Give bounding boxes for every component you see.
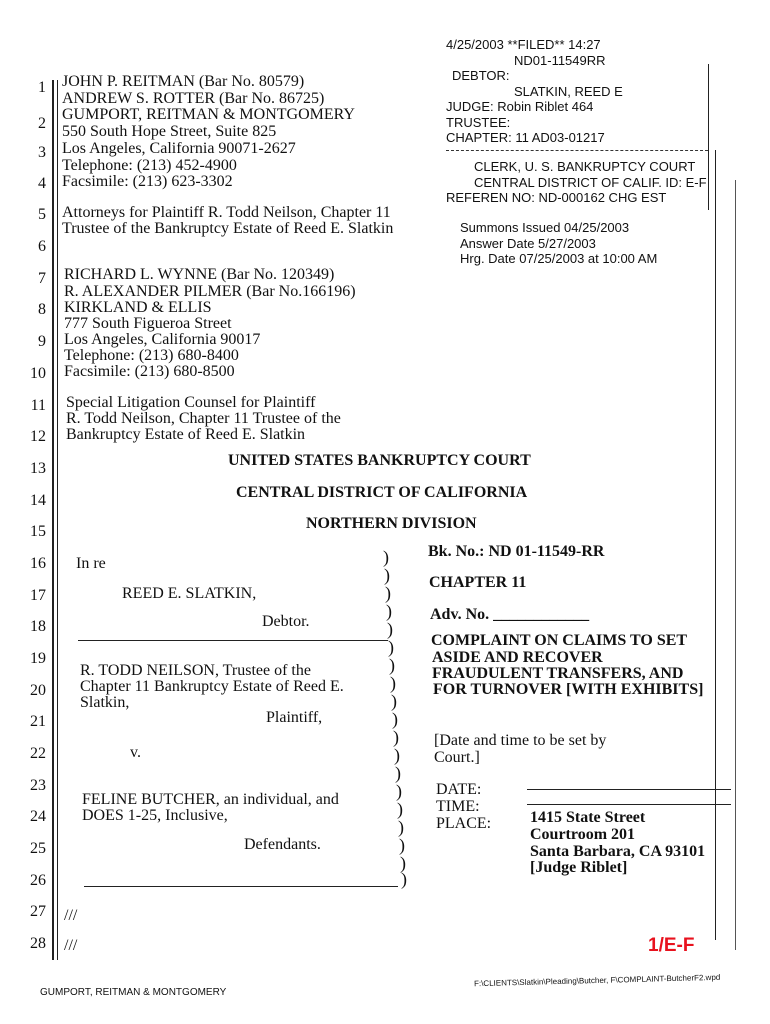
caption-bottom-rule <box>84 886 398 887</box>
stamp-summons: Summons Issued 04/25/2003 <box>460 220 630 235</box>
versus: v. <box>130 744 141 761</box>
right-edge-line <box>735 180 736 950</box>
continuation-mark: /// <box>64 937 78 954</box>
counsel-line: KIRKLAND & ELLIS <box>64 299 212 316</box>
place-label: PLACE: <box>436 815 492 832</box>
line-number: 23 <box>30 777 46 794</box>
footer-firm-name: GUMPORT, REITMAN & MONTGOMERY <box>40 987 227 998</box>
left-margin-rule-inner <box>57 80 58 960</box>
attorneys-for-line: Attorneys for Plaintiff R. Todd Neilson, Chapter 11 <box>62 204 391 221</box>
complaint-title-line: FRAUDULENT TRANSFERS, AND <box>432 665 684 682</box>
line-number: 4 <box>38 175 46 192</box>
attorneys-for-line: Trustee of the Bankruptcy Estate of Reed E. Slatkin <box>62 220 394 237</box>
line-number: 10 <box>30 365 46 382</box>
plaintiff-role: Plaintiff, <box>266 709 323 726</box>
counsel-line: 777 South Figueroa Street <box>64 315 232 332</box>
stamp-hearing: Hrg. Date 07/25/2003 at 10:00 AM <box>460 251 658 266</box>
special-counsel-role: Special Litigation Counsel for Plaintiff <box>66 394 316 411</box>
line-number: 1 <box>38 79 46 96</box>
counsel-line: GUMPORT, REITMAN & MONTGOMERY <box>62 106 355 123</box>
line-number: 13 <box>30 460 46 477</box>
stamp-district: CENTRAL DISTRICT OF CALIF. ID: E-F <box>474 175 707 190</box>
counsel-line: Facsimile: (213) 680-8500 <box>64 363 235 380</box>
court-district: CENTRAL DISTRICT OF CALIFORNIA <box>236 484 528 501</box>
line-number: 22 <box>30 745 46 762</box>
adv-number: Adv. No. ____________ <box>430 606 590 623</box>
counsel-line: JOHN P. REITMAN (Bar No. 80579) <box>62 73 305 90</box>
plaintiff-line: Chapter 11 Bankruptcy Estate of Reed E. <box>80 678 344 695</box>
line-number: 11 <box>30 397 46 414</box>
right-margin-line <box>715 150 716 940</box>
line-number: 15 <box>30 523 46 540</box>
right-margin-line-top <box>708 64 709 210</box>
line-number: 14 <box>30 492 46 509</box>
complaint-title-line: FOR TURNOVER [WITH EXHIBITS] <box>433 681 704 698</box>
line-number: 28 <box>30 935 46 952</box>
plaintiff-line: R. TODD NEILSON, Trustee of the <box>80 662 311 679</box>
line-number: 5 <box>38 206 46 223</box>
line-number: 27 <box>30 903 46 920</box>
line-number: 9 <box>38 333 46 350</box>
date-blank <box>527 789 731 790</box>
stamp-date-time: 4/25/2003 **FILED** 14:27 <box>446 37 601 52</box>
line-number: 16 <box>30 555 46 572</box>
defendant-line: DOES 1-25, Inclusive, <box>82 807 228 824</box>
counsel-line: Facsimile: (213) 623-3302 <box>62 173 233 190</box>
bk-number: Bk. No.: ND 01-11549-RR <box>428 543 605 560</box>
chapter-label: CHAPTER 11 <box>429 574 527 591</box>
defendant-role: Defendants. <box>244 836 321 853</box>
stamp-answer: Answer Date 5/27/2003 <box>460 236 596 251</box>
line-number: 8 <box>38 301 46 318</box>
plaintiff-line: Slatkin, <box>80 694 130 711</box>
line-number: 24 <box>30 808 46 825</box>
caption-divider <box>78 640 388 641</box>
stamp-debtor-label: DEBTOR: <box>452 68 510 83</box>
footer-file-path: F:\CLIENTS\Slatkin\Pleading\Butcher, F\COMPLAINT-ButcherF2.wpd <box>473 972 721 989</box>
stamp-referen: REFEREN NO: ND-000162 CHG EST <box>446 190 667 205</box>
line-number: 2 <box>38 115 46 132</box>
defendant-line: FELINE BUTCHER, an individual, and <box>82 791 339 808</box>
stamp-divider <box>446 150 708 151</box>
line-number: 17 <box>30 587 46 604</box>
counsel-line: ANDREW S. ROTTER (Bar No. 86725) <box>62 90 325 107</box>
counsel-line: Los Angeles, California 90071-2627 <box>62 140 296 157</box>
line-number: 18 <box>30 618 46 635</box>
left-margin-rule-outer <box>52 80 54 960</box>
line-number: 26 <box>30 872 46 889</box>
court-name: UNITED STATES BANKRUPTCY COURT <box>228 452 531 469</box>
line-number: 19 <box>30 650 46 667</box>
complaint-title-line: COMPLAINT ON CLAIMS TO SET <box>431 632 688 649</box>
complaint-title-line: ASIDE AND RECOVER <box>432 649 603 666</box>
special-counsel-role: R. Todd Neilson, Chapter 11 Trustee of the <box>66 410 341 427</box>
stamp-chapter: CHAPTER: 11 AD03-01217 <box>446 130 605 145</box>
date-note-line: Court.] <box>434 749 480 766</box>
place-line: Courtroom 201 <box>530 826 636 843</box>
counsel-line: 550 South Hope Street, Suite 825 <box>62 123 277 140</box>
line-number: 7 <box>38 270 46 287</box>
time-label: TIME: <box>436 798 480 815</box>
counsel-line: R. ALEXANDER PILMER (Bar No.166196) <box>64 283 356 300</box>
counsel-line: Telephone: (213) 452-4900 <box>62 157 237 174</box>
counsel-line: RICHARD L. WYNNE (Bar No. 120349) <box>64 266 335 283</box>
court-division: NORTHERN DIVISION <box>306 515 477 532</box>
place-line: 1415 State Street <box>530 809 646 826</box>
document-marker: 1/E-F <box>648 935 695 956</box>
continuation-mark: /// <box>64 907 78 924</box>
debtor-role: Debtor. <box>262 613 310 630</box>
date-note-line: [Date and time to be set by <box>434 732 607 749</box>
stamp-debtor-name: SLATKIN, REED E <box>514 84 623 99</box>
date-label: DATE: <box>436 781 482 798</box>
special-counsel-role: Bankruptcy Estate of Reed E. Slatkin <box>66 426 306 443</box>
counsel-line: Telephone: (213) 680-8400 <box>64 347 239 364</box>
line-number: 6 <box>38 238 46 255</box>
debtor-name: REED E. SLATKIN, <box>122 585 257 602</box>
in-re: In re <box>76 555 106 572</box>
line-number: 12 <box>30 428 46 445</box>
stamp-clerk: CLERK, U. S. BANKRUPTCY COURT <box>474 159 696 174</box>
line-number: 21 <box>30 713 46 730</box>
place-line: Santa Barbara, CA 93101 <box>530 843 706 860</box>
time-blank <box>527 804 731 805</box>
stamp-judge: JUDGE: Robin Riblet 464 <box>446 99 594 114</box>
counsel-line: Los Angeles, California 90017 <box>64 331 261 348</box>
stamp-case-ref: ND01-11549RR <box>514 53 606 68</box>
stamp-trustee: TRUSTEE: <box>446 115 511 130</box>
place-line: [Judge Riblet] <box>530 859 628 876</box>
line-number: 20 <box>30 682 46 699</box>
line-number: 3 <box>38 144 46 161</box>
line-number: 25 <box>30 840 46 857</box>
